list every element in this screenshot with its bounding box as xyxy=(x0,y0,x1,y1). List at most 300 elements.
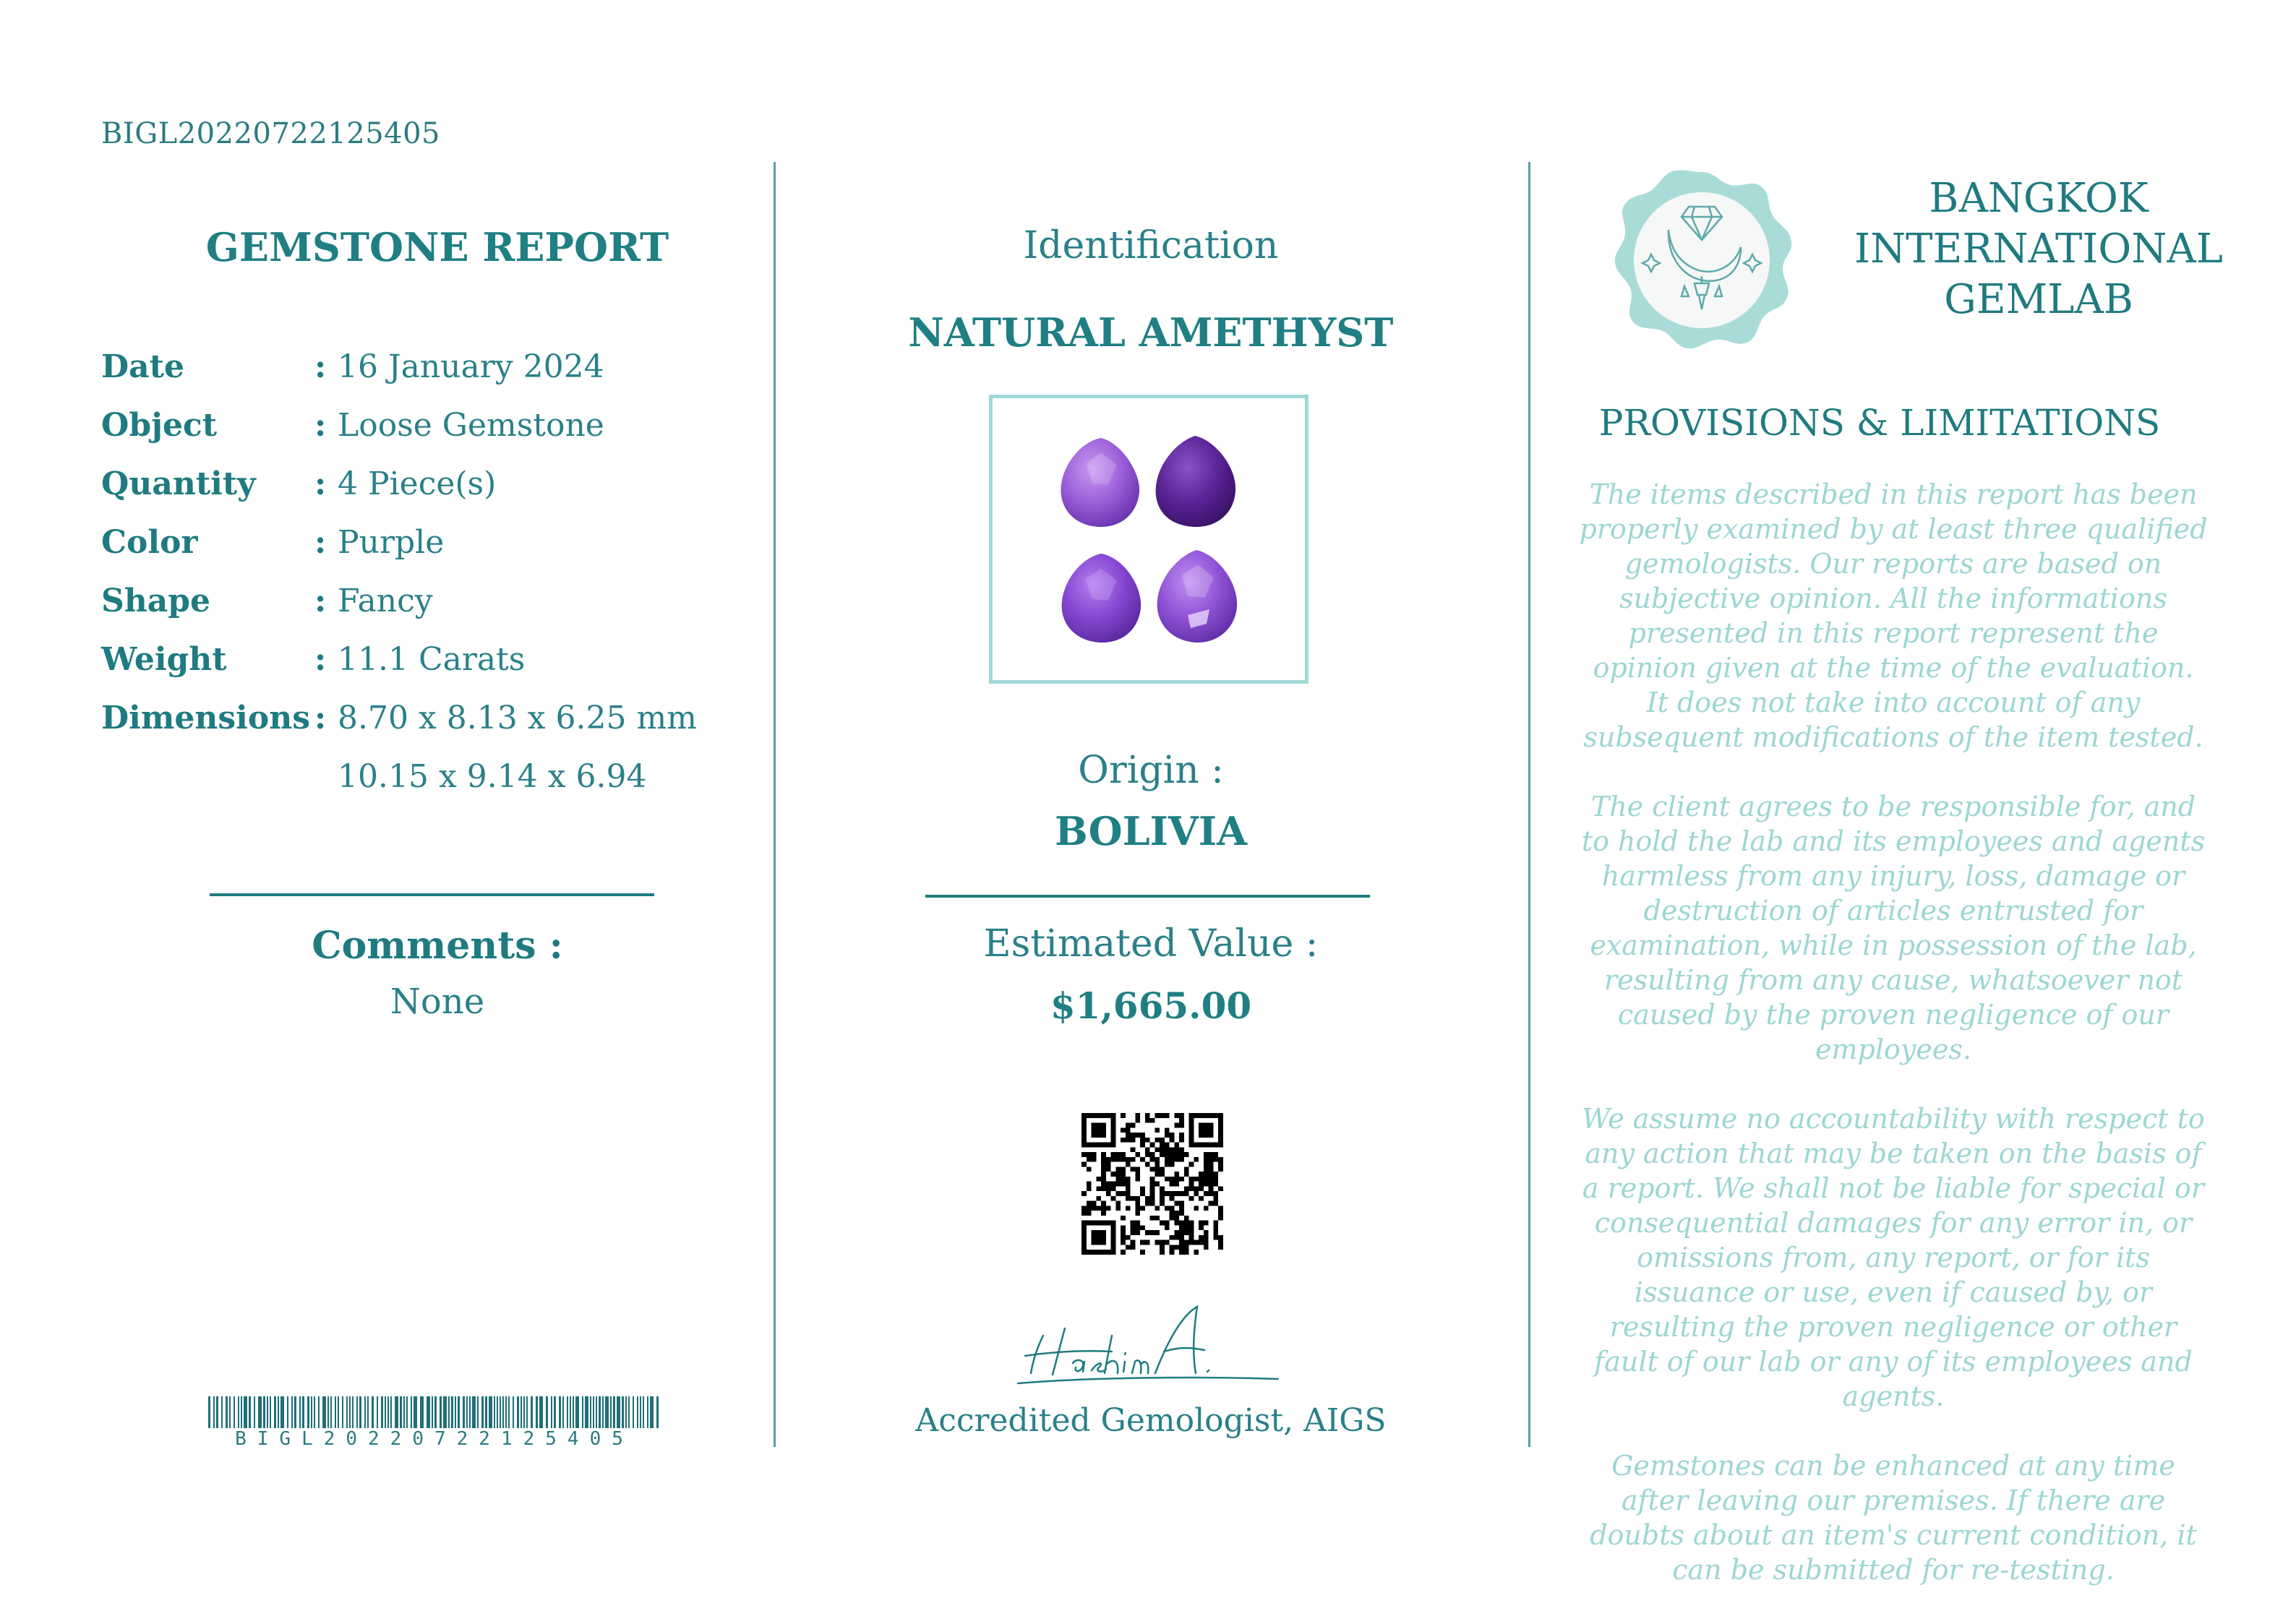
qr-module xyxy=(1140,1133,1145,1138)
barcode-bar xyxy=(448,1396,450,1428)
detail-value: 8.70 x 8.13 x 6.25 mm xyxy=(338,699,697,736)
detail-value: Loose Gemstone xyxy=(338,406,604,444)
barcode-bar xyxy=(213,1396,215,1428)
qr-module xyxy=(1194,1186,1199,1191)
divider xyxy=(210,893,654,896)
qr-module xyxy=(1101,1152,1106,1157)
qr-module xyxy=(1218,1216,1223,1221)
qr-module xyxy=(1081,1138,1087,1143)
barcode-bar xyxy=(650,1396,654,1428)
qr-module xyxy=(1135,1201,1140,1206)
qr-module xyxy=(1111,1143,1116,1148)
qr-module xyxy=(1081,1118,1087,1123)
qr-module xyxy=(1184,1240,1189,1245)
detail-colon: : xyxy=(314,465,327,502)
qr-module xyxy=(1140,1138,1145,1143)
qr-module xyxy=(1194,1240,1199,1245)
qr-module xyxy=(1111,1127,1116,1133)
qr-module xyxy=(1140,1240,1145,1245)
qr-module xyxy=(1170,1216,1175,1221)
qr-module xyxy=(1170,1206,1175,1211)
qr-module xyxy=(1121,1127,1126,1133)
barcode-bar xyxy=(322,1396,326,1428)
detail-label: Weight xyxy=(101,640,227,678)
origin-value: BOLIVIA xyxy=(1055,808,1247,854)
qr-module xyxy=(1111,1133,1116,1138)
barcode-bar xyxy=(280,1396,284,1428)
qr-module xyxy=(1081,1245,1087,1250)
qr-module xyxy=(1160,1143,1165,1148)
qr-module xyxy=(1111,1186,1116,1191)
qr-module xyxy=(1184,1152,1189,1157)
qr-module xyxy=(1174,1191,1179,1196)
qr-module xyxy=(1170,1177,1175,1182)
qr-module xyxy=(1204,1157,1209,1162)
qr-module xyxy=(1165,1225,1170,1230)
qr-module xyxy=(1179,1152,1184,1157)
qr-module xyxy=(1155,1216,1160,1221)
barcode-bar xyxy=(258,1396,262,1428)
barcode-bar xyxy=(440,1396,442,1428)
qr-module xyxy=(1204,1123,1209,1128)
qr-module xyxy=(1218,1143,1223,1148)
qr-module xyxy=(1179,1221,1184,1226)
qr-module xyxy=(1096,1127,1101,1133)
qr-module xyxy=(1135,1225,1140,1230)
qr-module xyxy=(1179,1123,1184,1128)
qr-module xyxy=(1101,1167,1106,1172)
barcode-bar xyxy=(605,1396,609,1428)
qr-module xyxy=(1179,1133,1184,1138)
qr-module xyxy=(1140,1191,1145,1196)
qr-module xyxy=(1189,1177,1194,1182)
qr-module xyxy=(1115,1157,1121,1162)
qr-module xyxy=(1165,1127,1170,1133)
qr-module xyxy=(1170,1138,1175,1143)
detail-colon: : xyxy=(314,348,327,385)
barcode-bar xyxy=(352,1396,354,1428)
barcode-bar xyxy=(385,1396,386,1428)
detail-row-weight xyxy=(101,634,525,684)
lab-name xyxy=(1836,173,2241,325)
qr-module xyxy=(1155,1113,1160,1118)
qr-module xyxy=(1189,1118,1194,1123)
qr-module xyxy=(1218,1133,1223,1138)
qr-module xyxy=(1111,1138,1116,1143)
barcode-bar xyxy=(427,1396,430,1428)
qr-module xyxy=(1213,1177,1218,1182)
qr-module xyxy=(1092,1113,1097,1118)
detail-value: 4 Piece(s) xyxy=(338,465,497,502)
qr-module xyxy=(1209,1133,1214,1138)
qr-module xyxy=(1150,1216,1155,1221)
qr-module xyxy=(1184,1191,1189,1196)
qr-module xyxy=(1106,1157,1111,1162)
barcode-bar xyxy=(414,1396,417,1428)
qr-code xyxy=(1081,1113,1223,1255)
qr-module xyxy=(1150,1201,1155,1206)
qr-module xyxy=(1204,1113,1209,1118)
qr-module xyxy=(1126,1245,1131,1250)
column-separator xyxy=(1528,162,1530,1447)
qr-module xyxy=(1115,1201,1121,1206)
qr-module xyxy=(1150,1118,1155,1123)
qr-module xyxy=(1174,1235,1179,1240)
qr-module xyxy=(1160,1191,1165,1196)
qr-module xyxy=(1199,1186,1204,1191)
qr-module xyxy=(1111,1118,1116,1123)
qr-module xyxy=(1160,1152,1165,1157)
barcode-bar xyxy=(573,1396,574,1428)
qr-module xyxy=(1121,1250,1126,1255)
qr-module xyxy=(1092,1235,1097,1240)
qr-module xyxy=(1126,1182,1131,1187)
qr-module xyxy=(1189,1186,1194,1191)
barcode-bar xyxy=(443,1396,447,1428)
detail-colon: : xyxy=(314,640,327,678)
detail-colon: : xyxy=(314,406,327,444)
qr-module xyxy=(1184,1230,1189,1235)
qr-module xyxy=(1121,1138,1126,1143)
detail-value: 11.1 Carats xyxy=(338,640,526,678)
qr-module xyxy=(1135,1196,1140,1201)
qr-module xyxy=(1135,1152,1140,1157)
detail-value: 16 January 2024 xyxy=(338,348,604,385)
provisions-paragraph: The client agrees to be responsible for, and to hold the lab and its employees and agents harmless from any injury, loss, damage or destruction of articles entrusted for examination, while in possession of the lab, resulting from any cause, whatsoever not caused by the proven negligence of our employees. xyxy=(1581,791,2206,1065)
qr-module xyxy=(1131,1225,1136,1230)
qr-module xyxy=(1218,1167,1223,1172)
qr-module xyxy=(1092,1133,1097,1138)
qr-module xyxy=(1087,1206,1092,1211)
qr-module xyxy=(1121,1157,1126,1162)
qr-module xyxy=(1126,1123,1131,1128)
qr-module xyxy=(1194,1206,1199,1211)
qr-module xyxy=(1135,1230,1140,1235)
qr-module xyxy=(1101,1133,1106,1138)
qr-module xyxy=(1160,1113,1165,1118)
barcode-bar xyxy=(244,1396,247,1428)
origin-label: Origin : xyxy=(1078,749,1224,792)
barcode-bar xyxy=(517,1396,519,1428)
qr-module xyxy=(1131,1147,1136,1152)
qr-module xyxy=(1111,1221,1116,1226)
report-number: BIGL20220722125405 xyxy=(101,117,440,150)
qr-module xyxy=(1131,1123,1136,1128)
qr-module xyxy=(1160,1186,1165,1191)
qr-module xyxy=(1155,1147,1160,1152)
qr-module xyxy=(1092,1250,1097,1255)
divider xyxy=(925,895,1370,898)
qr-module xyxy=(1131,1138,1136,1143)
qr-module xyxy=(1174,1245,1179,1250)
barcode-bar xyxy=(403,1396,405,1428)
qr-module xyxy=(1111,1230,1116,1235)
qr-module xyxy=(1194,1191,1199,1196)
qr-module xyxy=(1209,1177,1214,1182)
barcode-bar xyxy=(381,1396,383,1428)
qr-module xyxy=(1204,1245,1209,1250)
qr-module xyxy=(1155,1167,1160,1172)
qr-module xyxy=(1111,1157,1116,1162)
qr-module xyxy=(1081,1133,1087,1138)
qr-module xyxy=(1218,1157,1223,1162)
qr-module xyxy=(1155,1157,1160,1162)
barcode-bar xyxy=(647,1396,648,1428)
barcode-bar xyxy=(318,1396,320,1428)
qr-module xyxy=(1126,1196,1131,1201)
barcode-bar xyxy=(387,1396,389,1428)
qr-module xyxy=(1170,1147,1175,1152)
qr-module xyxy=(1204,1133,1209,1138)
qr-module xyxy=(1170,1211,1175,1216)
qr-module xyxy=(1096,1235,1101,1240)
qr-module xyxy=(1204,1172,1209,1177)
qr-module xyxy=(1111,1182,1116,1187)
barcode-bar xyxy=(526,1396,528,1428)
barcode-bar xyxy=(420,1396,424,1428)
qr-module xyxy=(1145,1196,1150,1201)
qr-module xyxy=(1209,1186,1214,1191)
qr-module xyxy=(1165,1152,1170,1157)
barcode-bar xyxy=(481,1396,484,1428)
qr-module xyxy=(1170,1152,1175,1157)
qr-module xyxy=(1179,1177,1184,1182)
qr-module xyxy=(1209,1157,1214,1162)
qr-module xyxy=(1189,1127,1194,1133)
qr-module xyxy=(1131,1196,1136,1201)
qr-module xyxy=(1165,1206,1170,1211)
qr-module xyxy=(1087,1201,1092,1206)
barcode-bar xyxy=(613,1396,615,1428)
qr-module xyxy=(1115,1167,1121,1172)
qr-module xyxy=(1096,1177,1101,1182)
qr-module xyxy=(1199,1123,1204,1128)
qr-module xyxy=(1160,1147,1165,1152)
qr-module xyxy=(1213,1152,1218,1157)
qr-module xyxy=(1189,1240,1194,1245)
qr-module xyxy=(1218,1186,1223,1191)
qr-module xyxy=(1174,1216,1179,1221)
qr-module xyxy=(1145,1138,1150,1143)
detail-label: Color xyxy=(101,523,198,561)
qr-module xyxy=(1174,1221,1179,1226)
qr-module xyxy=(1092,1127,1097,1133)
qr-module xyxy=(1106,1167,1111,1172)
qr-module xyxy=(1106,1113,1111,1118)
qr-module xyxy=(1150,1191,1155,1196)
provisions-paragraph: We assume no accountability with respect to any action that may be taken on the basis of a report. We shall not be liable for special or consequential damages for any error in, or omissions from, any report, or for its issuance or use, even if caused by, or resulting the proven negligence or other fault of our lab or any of its employees and agents. xyxy=(1582,1103,2205,1412)
detail-label: Date xyxy=(101,348,184,385)
qr-module xyxy=(1150,1167,1155,1172)
qr-module xyxy=(1199,1240,1204,1245)
barcode-bar xyxy=(505,1396,507,1428)
detail-row-shape xyxy=(101,575,433,626)
qr-module xyxy=(1155,1162,1160,1167)
qr-module xyxy=(1179,1147,1184,1152)
qr-module xyxy=(1150,1177,1155,1182)
qr-module xyxy=(1189,1138,1194,1143)
lab-name-line: INTERNATIONAL xyxy=(1854,225,2223,272)
qr-module xyxy=(1194,1250,1199,1255)
qr-module xyxy=(1096,1133,1101,1138)
lab-name-line: GEMLAB xyxy=(1944,276,2133,323)
qr-module xyxy=(1189,1230,1194,1235)
qr-module xyxy=(1165,1157,1170,1162)
barcode-bar xyxy=(508,1396,510,1428)
qr-module xyxy=(1131,1157,1136,1162)
qr-module xyxy=(1087,1186,1092,1191)
amethyst-stones-image xyxy=(993,398,1305,680)
barcode-bar xyxy=(221,1396,223,1428)
qr-module xyxy=(1135,1206,1140,1211)
qr-module xyxy=(1092,1123,1097,1128)
qr-module xyxy=(1135,1167,1140,1172)
barcode-bar xyxy=(208,1396,210,1428)
barcode-bar xyxy=(267,1396,268,1428)
qr-module xyxy=(1160,1245,1165,1250)
qr-module xyxy=(1174,1211,1179,1216)
qr-module xyxy=(1218,1118,1223,1123)
detail-value: Purple xyxy=(338,523,445,561)
qr-module xyxy=(1204,1182,1209,1187)
barcode-bar xyxy=(582,1396,583,1428)
qr-module xyxy=(1096,1196,1101,1201)
qr-module xyxy=(1096,1230,1101,1235)
barcode-bar xyxy=(536,1396,538,1428)
barcode-bar xyxy=(367,1396,369,1428)
barcode-bar xyxy=(531,1396,533,1428)
qr-module xyxy=(1155,1240,1160,1245)
barcode-text: BIGL20220722125405 xyxy=(235,1428,634,1450)
qr-module xyxy=(1184,1186,1189,1191)
qr-module xyxy=(1179,1225,1184,1230)
detail-value: Fancy xyxy=(338,582,433,619)
qr-module xyxy=(1101,1172,1106,1177)
barcode-bar xyxy=(307,1396,309,1428)
barcode-bar xyxy=(338,1396,339,1428)
qr-module xyxy=(1189,1182,1194,1187)
qr-module xyxy=(1135,1113,1140,1118)
qr-module xyxy=(1199,1196,1204,1201)
qr-module xyxy=(1135,1221,1140,1226)
detail-value: 10.15 x 9.14 x 6.94 xyxy=(338,757,647,795)
qr-module xyxy=(1165,1177,1170,1182)
qr-module xyxy=(1155,1206,1160,1211)
barcode-bar xyxy=(299,1396,301,1428)
barcode-bar xyxy=(500,1396,501,1428)
detail-label: Object xyxy=(101,406,218,444)
qr-module xyxy=(1160,1138,1165,1143)
qr-module xyxy=(1165,1191,1170,1196)
qr-module xyxy=(1140,1250,1145,1255)
qr-module xyxy=(1165,1147,1170,1152)
barcode-bar xyxy=(570,1396,571,1428)
qr-module xyxy=(1121,1152,1126,1157)
barcode-bar xyxy=(327,1396,329,1428)
barcode-bar xyxy=(494,1396,495,1428)
qr-module xyxy=(1189,1113,1194,1118)
qr-module xyxy=(1213,1230,1218,1235)
barcode-bar xyxy=(294,1396,296,1428)
qr-module xyxy=(1106,1186,1111,1191)
qr-module xyxy=(1179,1201,1184,1206)
qr-module xyxy=(1092,1206,1097,1211)
qr-module xyxy=(1150,1182,1155,1187)
qr-module xyxy=(1101,1240,1106,1245)
qr-module xyxy=(1174,1201,1179,1206)
barcode-bar xyxy=(551,1396,552,1428)
qr-module xyxy=(1081,1240,1087,1245)
qr-module xyxy=(1189,1123,1194,1128)
qr-module xyxy=(1199,1133,1204,1138)
barcode-bar xyxy=(377,1396,378,1428)
qr-module xyxy=(1160,1250,1165,1255)
qr-module xyxy=(1218,1162,1223,1167)
qr-module xyxy=(1140,1206,1145,1211)
qr-module xyxy=(1213,1182,1218,1187)
qr-module xyxy=(1218,1211,1223,1216)
qr-module xyxy=(1218,1206,1223,1211)
qr-module xyxy=(1204,1240,1209,1245)
qr-module xyxy=(1101,1221,1106,1226)
qr-module xyxy=(1101,1250,1106,1255)
barcode-bar xyxy=(593,1396,594,1428)
qr-module xyxy=(1087,1143,1092,1148)
qr-module xyxy=(1115,1177,1121,1182)
barcode-bar xyxy=(628,1396,630,1428)
qr-module xyxy=(1126,1235,1131,1240)
barcode-bar xyxy=(314,1396,315,1428)
qr-module xyxy=(1199,1221,1204,1226)
qr-module xyxy=(1081,1206,1087,1211)
qr-module xyxy=(1160,1201,1165,1206)
qr-module xyxy=(1170,1196,1175,1201)
barcode-bar xyxy=(585,1396,588,1428)
qr-module xyxy=(1199,1127,1204,1133)
qr-module xyxy=(1209,1167,1214,1172)
qr-module xyxy=(1150,1196,1155,1201)
estimated-value-label: Estimated Value : xyxy=(983,922,1319,966)
qr-module xyxy=(1115,1182,1121,1187)
qr-module xyxy=(1145,1240,1150,1245)
barcode-bar xyxy=(263,1396,265,1428)
qr-module xyxy=(1209,1162,1214,1167)
qr-module xyxy=(1165,1221,1170,1226)
qr-module xyxy=(1213,1196,1218,1201)
barcode-bar xyxy=(523,1396,525,1428)
qr-module xyxy=(1170,1235,1175,1240)
provisions-text xyxy=(1579,477,2208,1622)
qr-module xyxy=(1165,1240,1170,1245)
barcode-bar xyxy=(356,1396,358,1428)
qr-module xyxy=(1115,1191,1121,1196)
detail-colon: : xyxy=(314,699,327,736)
barcode-bar xyxy=(249,1396,251,1428)
qr-module xyxy=(1209,1182,1214,1187)
qr-module xyxy=(1184,1221,1189,1226)
lab-name-line: BANGKOK xyxy=(1929,175,2149,222)
qr-module xyxy=(1115,1206,1121,1211)
qr-module xyxy=(1121,1240,1126,1245)
qr-module xyxy=(1096,1186,1101,1191)
barcode-bar xyxy=(291,1396,293,1428)
qr-module xyxy=(1218,1245,1223,1250)
qr-module xyxy=(1081,1152,1087,1157)
barcode-bar xyxy=(463,1396,465,1428)
qr-module xyxy=(1174,1143,1179,1148)
qr-module xyxy=(1087,1211,1092,1216)
qr-module xyxy=(1179,1157,1184,1162)
